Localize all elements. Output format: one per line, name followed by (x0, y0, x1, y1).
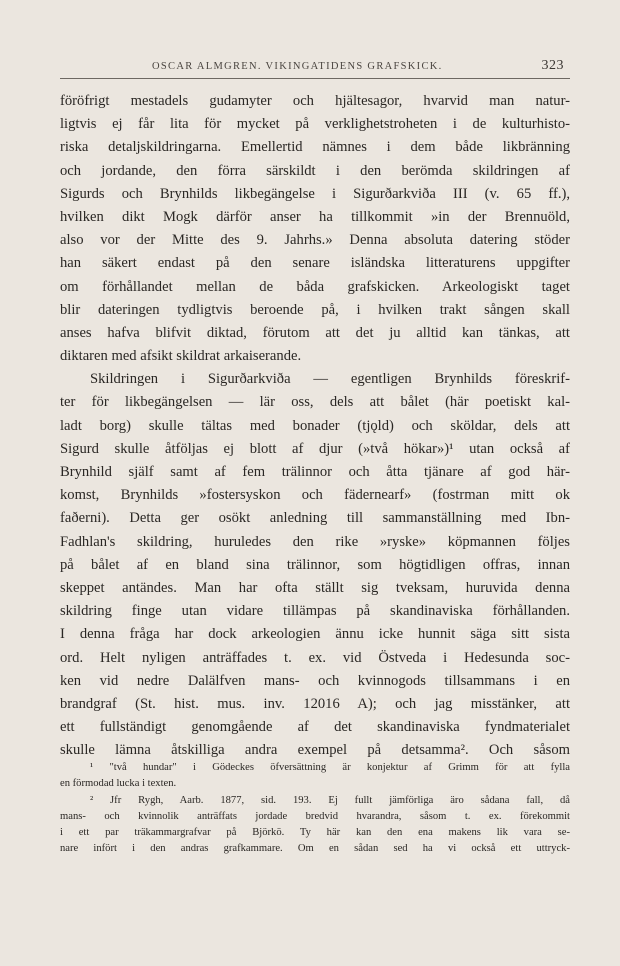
footnote-line: ¹ "två hundar" i Gödeckes öfversättning är konjektur af Grimm för att fylla (90, 762, 570, 773)
footnote-1 (60, 760, 570, 793)
running-header (60, 58, 570, 79)
text-line: brandgraf (St. hist. mus. inv. 12016 A); och jag misstänker, att (60, 695, 570, 712)
text-line: Brynhild själf samt af fem trälinnor och åtta tjänare af god här- (60, 464, 570, 480)
footnote-line: nare infört i den andras grafkammare. Om en sådan sed ha vi också ett uttryck- (60, 843, 570, 855)
text-line: Skildringen i Sigurðarkviða — egentligen Brynhilds föreskrif- (90, 371, 570, 388)
footnotes (60, 760, 570, 858)
text-line: skulle lämna åtskilliga andra exempel på detsamma². Och såsom (60, 742, 570, 759)
text-line: föröfrigt mestadels gudamyter och hjältesagor, hvarvid man natur- (60, 93, 570, 109)
footnote-line: ² Jfr Rygh, Aarb. 1877, sid. 193. Ej fullt jämförliga äro sådana fall, då (90, 794, 570, 806)
text-line: han säkert endast på den senare isländska litteraturens uppgifter (60, 255, 570, 272)
text-line: faðerni). Detta ger osökt anledning till sammanställning med Ibn- (60, 510, 570, 527)
text-line: skildring finge utan vidare tillämpas på skandinaviska förhållanden. (60, 603, 570, 620)
text-line: ladt borg) skulle tältas med bonader (tjǫld) och sköldar, dels att (60, 417, 570, 434)
text-line: skeppet antändes. Man har ofta ställt sig tveksam, huruvida denna (60, 579, 570, 596)
text-line: ett fullständigt genomgående af det skandinaviska fyndmaterialet (60, 719, 570, 736)
footnote-line: en förmodad lucka i texten. (60, 778, 177, 790)
running-title: OSCAR ALMGREN. VIKINGATIDENS GRAFSKICK. (152, 61, 443, 72)
text-line: ter för likbegängelsen — lär oss, dels att bålet (här poetiskt kal- (60, 394, 570, 411)
text-line: och jordande, den förra särskildt i den berömda skildringen af (60, 162, 570, 179)
footnote-line: i ett par träkammargrafvar på Björkö. Ty här kan den ena makens lik vara se- (60, 827, 570, 839)
text-line: riska detaljskildringarna. Emellertid nämnes i dem både likbränning (60, 139, 570, 156)
text-line: blir dateringen tydligtvis beroende på, i hvilken trakt sången skall (60, 301, 570, 318)
text-line: I denna fråga har dock arkeologien ännu icke hunnit säga sitt sista (60, 626, 570, 643)
text-line: om förhållandet mellan de båda grafskicken. Arkeologiskt taget (60, 278, 570, 295)
text-line: på bålet af en bland sina trälinnor, som högtidligen offras, innan (60, 556, 570, 573)
text-line: anses hafva blifvit diktad, förutom att det ju alltid kan tänkas, att (60, 324, 570, 341)
text-line: also vor der Mitte des 9. Jahrhs.» Denna absoluta datering stöder (60, 232, 570, 249)
text-line: ken vid nedre Dalälfven mans- och kvinnogods tillsammans i en (60, 672, 570, 689)
text-line: diktaren med afsikt skildrat arkaiserande. (60, 348, 302, 365)
text-line: ligtvis ej får lita för mycket på verklighetstroheten i de kulturhisto- (60, 116, 570, 133)
paragraph-2 (60, 368, 570, 762)
text-line: Sigurd skulle åtföljas ej blott af djur (»två hökar»)¹ utan också af (60, 440, 570, 457)
text-line: Sigurds och Brynhilds likbegängelse i Sigurðarkviða III (v. 65 ff.), (60, 185, 570, 202)
footnote-line: mans- och kvinnolik anträffats jordade bredvid hvarandra, såsom t. ex. förekommit (60, 810, 570, 822)
text-line: ord. Helt nyligen anträffades t. ex. vid Östveda i Hedesunda soc- (60, 649, 570, 666)
paragraph-1 (60, 90, 570, 368)
page-number: 323 (541, 58, 564, 73)
main-text (60, 90, 570, 762)
text-line: Fadhlan's skildring, huruledes den rike »ryske» köpmannen följes (60, 533, 570, 550)
text-line: hvilken dikt Mogk därför anser ha tillkommit »in der Brennuöld, (60, 208, 570, 225)
text-line: komst, Brynhilds »fostersyskon och fädernearf» (fostrman mitt ok (60, 487, 570, 504)
footnote-2 (60, 793, 570, 858)
